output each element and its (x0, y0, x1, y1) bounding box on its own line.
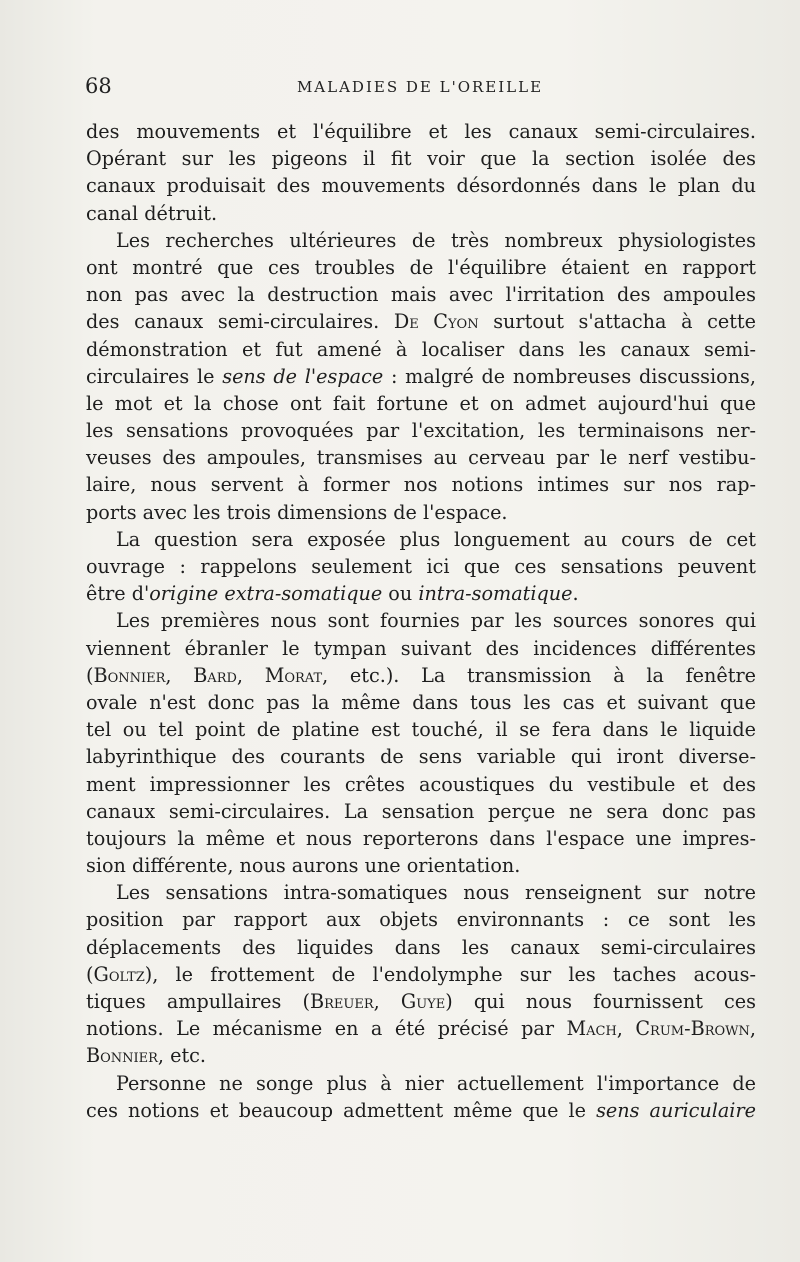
text-line: Les recherches ultérieures de très nombreux physiologistes (116, 228, 756, 252)
page-number: 68 (85, 74, 112, 98)
text-line: non pas avec la destruction mais avec l'irritation des ampoules (86, 283, 756, 307)
text-line: veuses des ampoules, transmises au cerveau par le nerf vestibu- (86, 446, 756, 470)
text-line: ouvrage : rappelons seulement ici que ces sensations peuvent (86, 555, 756, 578)
author-name: Morat (264, 663, 323, 687)
text-line: (Goltz), le frottement de l'endolymphe sur les taches acous- (86, 962, 756, 986)
text-line: Opérant sur les pigeons il fit voir que la section isolée des (86, 147, 756, 171)
text-line: démonstration et fut amené à localiser dans les canaux semi- (86, 337, 756, 361)
text-line: ovale n'est donc pas la même dans tous les cas et suivant que (86, 690, 756, 714)
text-line: tel ou tel point de platine est touché, il se fera dans le liquide (86, 718, 756, 742)
text-line: canaux produisait des mouvements désordonnés dans le plan du (86, 174, 756, 198)
text-line: être d'origine extra-somatique ou intra-somatique. (86, 582, 579, 606)
italic-term: origine extra-somatique (149, 582, 383, 606)
text-line: Personne ne songe plus à nier actuellement l'importance de (116, 1071, 756, 1095)
text-line: toujours la même et nous reporterons dans l'espace une impres- (86, 826, 756, 850)
author-name: Bard (193, 663, 237, 687)
text-line: viennent ébranler le tympan suivant des incidences différentes (86, 636, 756, 660)
text-line: (Bonnier, Bard, Morat, etc.). La transmission à la fenêtre (86, 663, 756, 687)
text-line: La question sera exposée plus longuement au cours de cet (116, 527, 756, 551)
author-name: Guye (400, 990, 446, 1013)
text-line: des canaux semi-circulaires. De Cyon surtout s'attacha à cette (86, 310, 756, 334)
author-name: Crum-Brown (635, 1017, 750, 1041)
italic-term: sens auriculaire (596, 1098, 756, 1122)
author-name: De Cyon (393, 310, 479, 334)
author-name: Goltz (93, 962, 145, 986)
text-line: Les sensations intra-somatiques nous renseignent sur notre (116, 881, 756, 905)
body-text (86, 118, 756, 1124)
text-line: canaux semi-circulaires. La sensation perçue ne sera donc pas (86, 799, 756, 823)
text-line: les sensations provoquées par l'excitation, les terminaisons ner- (86, 419, 756, 443)
text-line: Les premières nous sont fournies par les sources sonores qui (116, 609, 756, 633)
running-title: MALADIES DE L'OREILLE (296, 78, 544, 96)
text-line: tiques ampullaires (Breuer, Guye) qui nous fournissent ces (86, 990, 757, 1013)
text-line: canal détruit. (86, 201, 218, 225)
text-line: notions. Le mécanisme en a été précisé par Mach, Crum-Brown, (86, 1017, 756, 1041)
text-line: ont montré que ces troubles de l'équilibre étaient en rapport (86, 255, 756, 279)
author-name: Bonnier (86, 1044, 158, 1068)
text-line: le mot et la chose ont fait fortune et on admet aujourd'hui que (86, 391, 756, 415)
author-name: Mach (566, 1017, 617, 1041)
text-line: sion différente, nous aurons une orientation. (86, 854, 521, 878)
text-line: ment impressionner les crêtes acoustiques du vestibule et des (86, 772, 756, 796)
text-line: circulaires le sens de l'espace : malgré de nombreuses discussions, (86, 364, 757, 388)
text-line: des mouvements et l'équilibre et les canaux semi-circulaires. (86, 120, 756, 143)
italic-term: intra-somatique (418, 582, 573, 606)
text-line: ces notions et beaucoup admettent même que le sens auriculaire (86, 1098, 756, 1122)
author-name: Bonnier (93, 663, 166, 687)
text-line: Bonnier, etc. (86, 1044, 207, 1068)
text-line: position par rapport aux objets environnants : ce sont les (86, 908, 756, 932)
text-line: laire, nous servent à former nos notions intimes sur nos rap- (86, 473, 756, 497)
italic-term: sens de l'espace (222, 364, 384, 388)
text-line: ports avec les trois dimensions de l'espace. (86, 500, 508, 524)
text-line: déplacements des liquides dans les canaux semi-circulaires (86, 935, 756, 959)
text-line: labyrinthique des courants de sens variable qui iront diverse- (86, 745, 756, 769)
author-name: Breuer (310, 990, 374, 1013)
running-header (85, 74, 755, 104)
